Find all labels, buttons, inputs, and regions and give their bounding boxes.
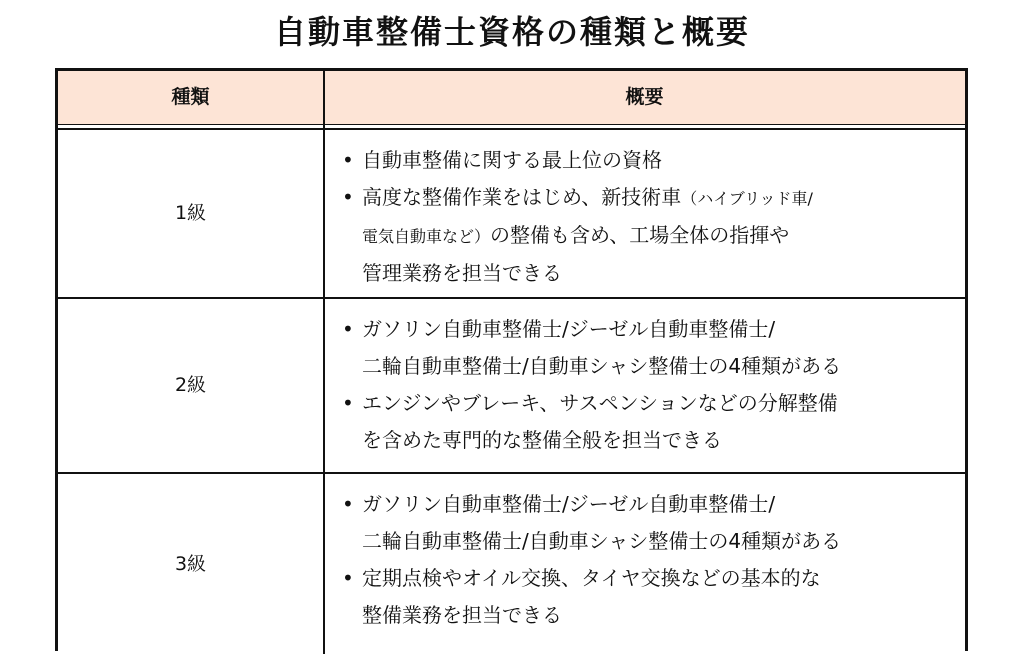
list-item: • 高度な整備作業をはじめ、新技術車（ハイブリッド車/ [340,179,960,217]
header-kind: 種類 [171,86,210,108]
table-row [58,299,965,472]
column-divider [323,71,325,654]
page-title: 自動車整備士資格の種類と概要 [273,13,750,51]
table-row [58,474,965,654]
list-item: • 自動車整備に関する最上位の資格 [340,142,960,179]
row-description [340,311,960,459]
row-description [340,142,960,292]
row-kind: 2級 [174,374,207,396]
list-item: • ガソリン自動車整備士/ジーゼル自動車整備士/ [340,486,960,523]
row-kind: 1級 [174,202,207,224]
qualification-table [55,68,968,651]
list-item: • エンジンやブレーキ、サスペンションなどの分解整備 [340,385,960,422]
table-row [58,130,965,297]
list-item-continuation: 整備業務を担当できる [362,603,562,627]
list-item-continuation: 二輪自動車整備士/自動車シャシ整備士の4種類がある [362,529,842,553]
bullet-icon: • [342,391,354,415]
list-item-continuation: 管理業務を担当できる [362,261,562,285]
table-header [58,71,965,125]
header-description: 概要 [625,86,664,108]
list-item-continuation: 二輪自動車整備士/自動車シャシ整備士の4種類がある [362,354,842,378]
bullet-icon: • [342,148,354,172]
bullet-icon: • [342,317,354,341]
list-item-continuation: を含めた専門的な整備全般を担当できる [362,428,722,452]
bullet-icon: • [342,566,354,590]
list-item-continuation: 電気自動車など）の整備も含め、工場全体の指揮や [362,223,790,247]
row-description [340,486,960,634]
bullet-icon: • [342,492,354,516]
bullet-icon: • [342,185,354,209]
row-kind: 3級 [174,553,207,575]
list-item: • 定期点検やオイル交換、タイヤ交換などの基本的な [340,560,960,597]
list-item: • ガソリン自動車整備士/ジーゼル自動車整備士/ [340,311,960,348]
